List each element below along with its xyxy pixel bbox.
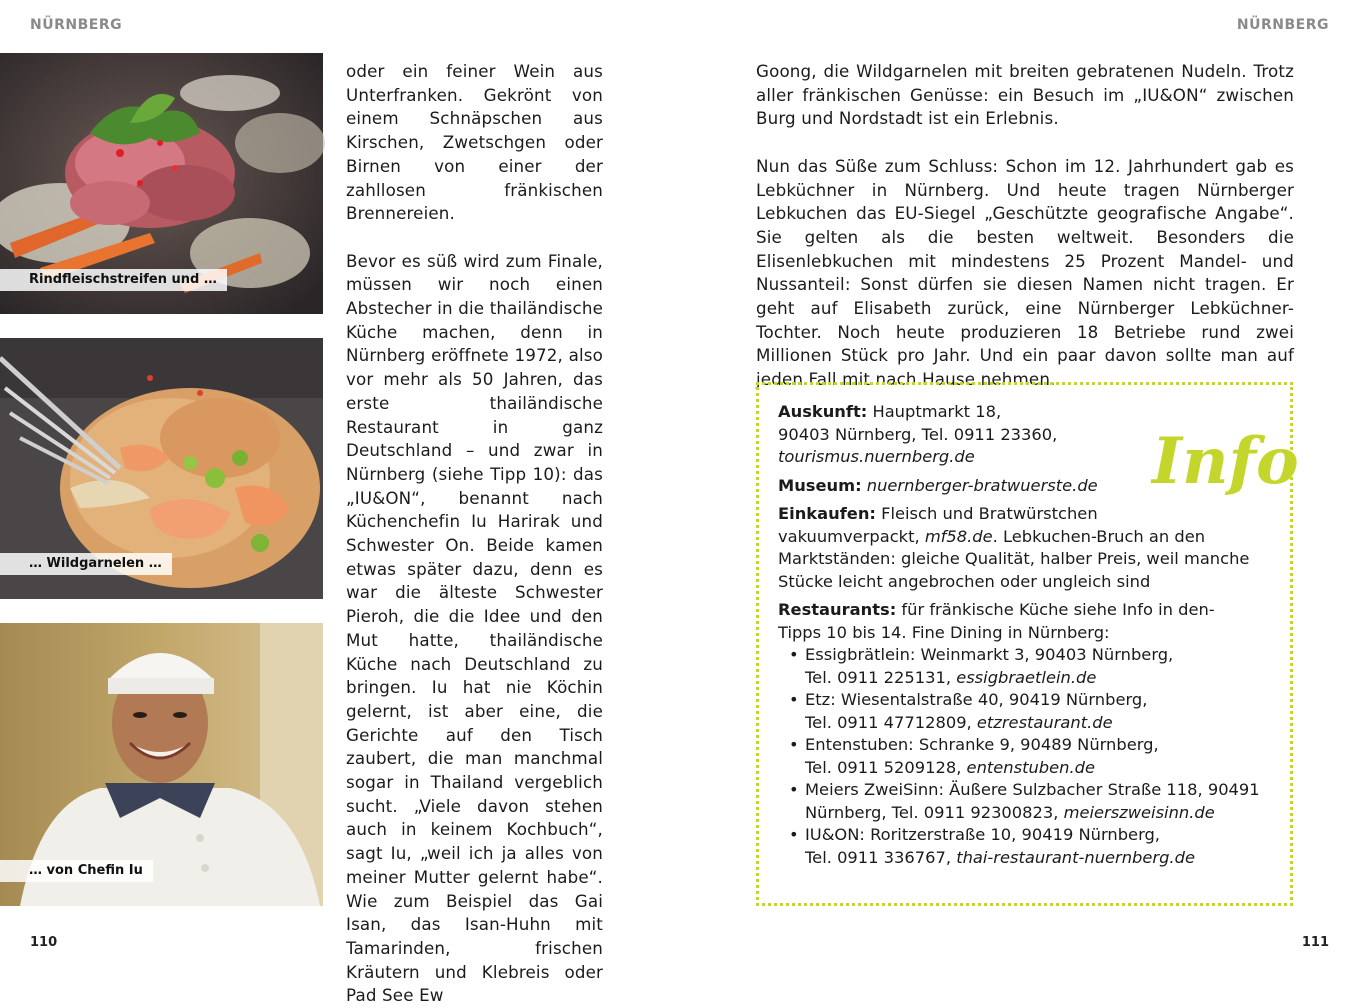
restaurants-text: Tipps 10 bis 14. Fine Dining in Nürnberg: (778, 622, 1110, 642)
info-entry-einkaufen (778, 503, 1272, 593)
body-paragraph: Goong, die Wildgarnelen mit breiten gebratenen Nudeln. Trotz aller fränkischen Genüsse: ein Besuch im „IU&ON“ zwischen Burg und Nordstadt ist ein Erlebnis. (756, 61, 1294, 129)
restaurant-list (778, 644, 1272, 869)
photo-caption-shrimp: … Wildgarnelen … (0, 553, 172, 575)
einkaufen-text: Marktständen: gleiche Qualität, halber Preis, weil manche (778, 549, 1250, 568)
museum-link[interactable]: nuernberger-bratwuerste.de (866, 475, 1098, 495)
photo-caption-chef: … von Chefin Iu (0, 860, 153, 882)
page-number-left: 110 (30, 935, 58, 950)
restaurant-link[interactable]: etzrestaurant.de (976, 712, 1113, 732)
restaurant-phone: Tel. 0911 336767, (805, 847, 957, 867)
list-item (778, 779, 1272, 824)
restaurant-link[interactable]: meierszweisinn.de (1063, 802, 1215, 822)
auskunft-phone: 90403 Nürnberg, Tel. 0911 23360, (778, 424, 1058, 444)
running-head-right: NÜRNBERG (1236, 17, 1329, 33)
info-label-auskunft: Auskunft: (778, 402, 868, 421)
einkaufen-link[interactable]: mf58.de (924, 526, 993, 546)
info-logo-text: Info (1152, 424, 1299, 499)
list-item (778, 689, 1272, 734)
auskunft-address: Hauptmarkt 18, (867, 402, 1002, 421)
restaurant-address: Meiers ZweiSinn: Äußere Sulzbacher Straße 118, 90491 (805, 780, 1260, 799)
einkaufen-text: vakuumverpackt, (778, 526, 925, 546)
einkaufen-text: Stücke leicht angebrochen oder ungleich sind (778, 571, 1151, 591)
restaurant-link[interactable]: essigbraetlein.de (956, 667, 1097, 687)
info-logo-icon (1148, 417, 1299, 499)
restaurant-phone: Tel. 0911 47712809, (805, 712, 977, 732)
restaurants-text: für fränkische Küche siehe Info in den- (896, 600, 1215, 619)
restaurant-address: Etz: Wiesentalstraße 40, 90419 Nürnberg, (805, 690, 1148, 709)
body-paragraph: Nun das Süße zum Schluss: Schon im 12. Jahrhundert gab es Lebküchner in Nürnberg. Und heute tragen Nürnberger Lebkuchen das EU-Siegel „Geschützte geografische Angabe“. Sie gelten als die besten weltweit. Besonders die Elisenlebkuchen mit mindestens 25 Prozent Mandel- und Nussanteil: Sonst dürfen sie diesen Namen nicht tragen. Er geht auf Elisabeth zurück, eine Nürnberger Lebküchner-Tochter. Noch heute produzieren 18 Betriebe rund zwei Millionen Stück pro Jahr. Und ein paar davon sollte man auf jeden Fall mit nach Hause nehmen. (756, 155, 1294, 390)
restaurant-address: Essigbrätlein: Weinmarkt 3, 90403 Nürnberg, (805, 645, 1174, 664)
info-label-einkaufen: Einkaufen: (778, 504, 876, 523)
restaurant-phone: Nürnberg, Tel. 0911 92300823, (805, 802, 1064, 822)
einkaufen-text: . Lebkuchen-Bruch an den (992, 526, 1206, 546)
info-label-restaurants: Restaurants: (778, 600, 897, 619)
restaurant-link[interactable]: thai-restaurant-nuernberg.de (956, 847, 1195, 867)
list-item (778, 734, 1272, 779)
right-page-text-column (756, 60, 1294, 392)
info-label-museum: Museum: (778, 475, 862, 495)
left-page-text-column (346, 60, 603, 1008)
info-entry-restaurants (778, 599, 1272, 869)
einkaufen-text: Fleisch und Bratwürstchen (875, 504, 1098, 523)
page-number-right: 111 (1301, 935, 1329, 950)
body-paragraph: Bevor es süß wird zum Finale, müssen wir noch einen Abstecher in die thailändische Küche machen, denn in Nürnberg eröffnete 1972, also vor mehr als 50 Jahren, das erste thailändische Restaurant in ganz Deutschland – und zwar in Nürnberg (siehe Tipp 10): das „IU&ON“, benannt nach Küchenchefin Iu Harirak und Schwester On. Beide kamen etwas später dazu, denn es war die älteste Schwester Pieroh, die die Idee und den Mut hatte, thailändische Küche nach Deutschland zu bringen. Iu hat nie Köchin gelernt, ist aber eine, die Gerichte auf den Tisch zaubert, die man manchmal sogar in Thailand vergeblich sucht. „Viele davon stehen auch in keinem Kochbuch“, sagt Iu, „weil ich ja alles von meiner Mutter gelernt habe“. Wie zum Beispiel das Gai Isan, das Isan-Huhn mit Tamarinden, frischen Kräutern und Klebreis oder Pad See Ew (346, 250, 603, 1006)
auskunft-link[interactable]: tourismus.nuernberg.de (778, 447, 975, 466)
restaurant-address: Entenstuben: Schranke 9, 90489 Nürnberg, (805, 735, 1159, 754)
restaurant-address: IU&ON: Roritzerstraße 10, 90419 Nürnberg, (805, 825, 1160, 844)
restaurant-link[interactable]: entenstuben.de (966, 757, 1095, 777)
restaurant-phone: Tel. 0911 5209128, (805, 757, 967, 777)
restaurant-phone: Tel. 0911 225131, (805, 667, 957, 687)
info-box (756, 382, 1299, 906)
list-item (778, 824, 1272, 869)
body-paragraph: oder ein feiner Wein aus Unterfranken. Gekrönt von einem Schnäpschen aus Kirschen, Zwetschgen oder Birnen von einer der zahllosen fränkischen Brennereien. (346, 61, 603, 224)
running-head-left: NÜRNBERG (30, 17, 123, 33)
list-item (778, 644, 1272, 689)
photo-caption-beef: Rindfleischstreifen und … (0, 269, 227, 291)
